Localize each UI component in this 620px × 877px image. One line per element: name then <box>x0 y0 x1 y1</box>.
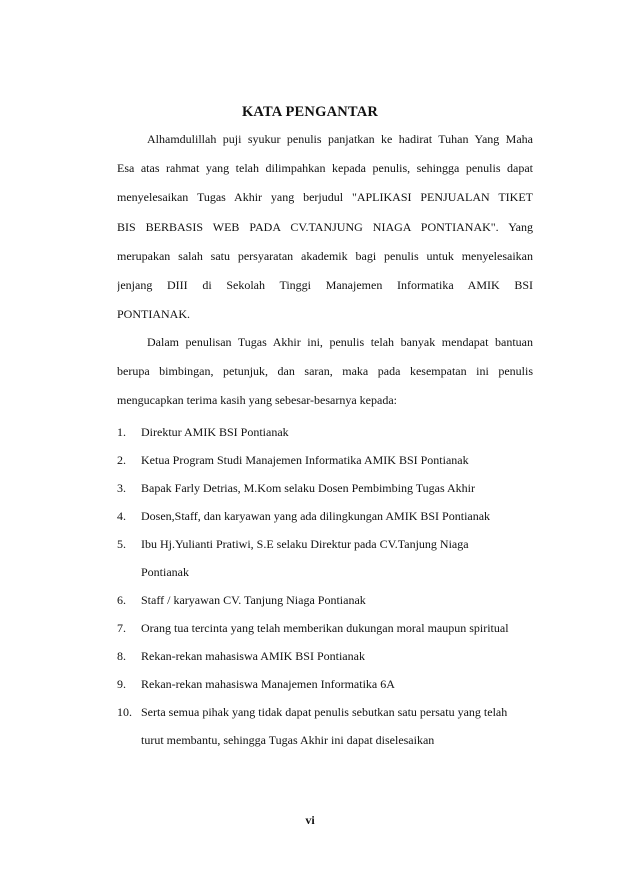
list-number: 7. <box>117 621 126 635</box>
paragraph-line: BIS BERBASIS WEB PADA CV.TANJUNG NIAGA PONTIANAK". Yang <box>117 219 533 234</box>
page-title: KATA PENGANTAR <box>241 104 379 120</box>
list-number: 1. <box>117 425 126 439</box>
list-item <box>117 530 537 586</box>
list-number: 8. <box>117 649 126 663</box>
page-number: vi <box>305 813 315 827</box>
paragraph-line: Dalam penulisan Tugas Akhir ini, penulis telah banyak mendapat bantuan <box>147 335 533 349</box>
list-item <box>117 418 537 446</box>
list-item <box>117 446 537 474</box>
list-number: 9. <box>117 677 126 691</box>
paragraph-line: Esa atas rahmat yang telah dilimpahkan kepada penulis, sehingga penulis dapat <box>117 161 533 176</box>
list-text: Ibu Hj.Yulianti Pratiwi, S.E selaku Direktur pada CV.Tanjung Niaga <box>141 537 469 551</box>
list-item <box>117 642 537 670</box>
list-number: 10. <box>117 705 132 719</box>
list-text: Rekan-rekan mahasiswa Manajemen Informatika 6A <box>141 677 395 691</box>
list-text: Serta semua pihak yang tidak dapat penulis sebutkan satu persatu yang telah <box>141 705 508 719</box>
list-text: Direktur AMIK BSI Pontianak <box>141 425 289 439</box>
paragraph-line: PONTIANAK. <box>117 307 190 322</box>
list-number: 2. <box>117 453 126 467</box>
list-item <box>117 474 537 502</box>
list-item <box>117 698 537 754</box>
list-item <box>117 502 537 530</box>
paragraph-line: Alhamdulillah puji syukur penulis panjatkan ke hadirat Tuhan Yang Maha <box>147 132 533 146</box>
list-text: Ketua Program Studi Manajemen Informatika AMIK BSI Pontianak <box>141 453 469 467</box>
paragraph-line: merupakan salah satu persyaratan akademik bagi penulis untuk menyelesaikan <box>117 248 533 263</box>
list-text-continued: Pontianak <box>141 565 189 579</box>
paragraph-thanks-intro <box>117 328 533 416</box>
list-item <box>117 586 537 614</box>
list-text: Bapak Farly Detrias, M.Kom selaku Dosen Pembimbing Tugas Akhir <box>141 481 475 495</box>
paragraph-line: mengucapkan terima kasih yang sebesar-besarnya kepada: <box>117 393 397 408</box>
list-text: Orang tua tercinta yang telah memberikan dukungan moral maupun spiritual <box>141 621 509 635</box>
paragraph-line: menyelesaikan Tugas Akhir yang berjudul "APLIKASI PENJUALAN TIKET <box>117 190 533 205</box>
list-text: Dosen,Staff, dan karyawan yang ada dilingkungan AMIK BSI Pontianak <box>141 509 491 523</box>
list-text-continued: turut membantu, sehingga Tugas Akhir ini dapat diselesaikan <box>141 733 435 747</box>
paragraph-line: jenjang DIII di Sekolah Tinggi Manajemen Informatika AMIK BSI <box>117 277 533 292</box>
list-number: 6. <box>117 593 126 607</box>
list-text: Staff / karyawan CV. Tanjung Niaga Pontianak <box>141 593 366 607</box>
list-number: 3. <box>117 481 126 495</box>
list-number: 4. <box>117 509 126 523</box>
list-number: 5. <box>117 537 126 551</box>
list-item <box>117 670 537 698</box>
paragraph-line: berupa bimbingan, petunjuk, dan saran, maka pada kesempatan ini penulis <box>117 364 533 379</box>
paragraph-intro <box>117 125 533 329</box>
list-item <box>117 614 537 642</box>
acknowledgement-list <box>117 418 537 754</box>
list-text: Rekan-rekan mahasiswa AMIK BSI Pontianak <box>141 649 365 663</box>
